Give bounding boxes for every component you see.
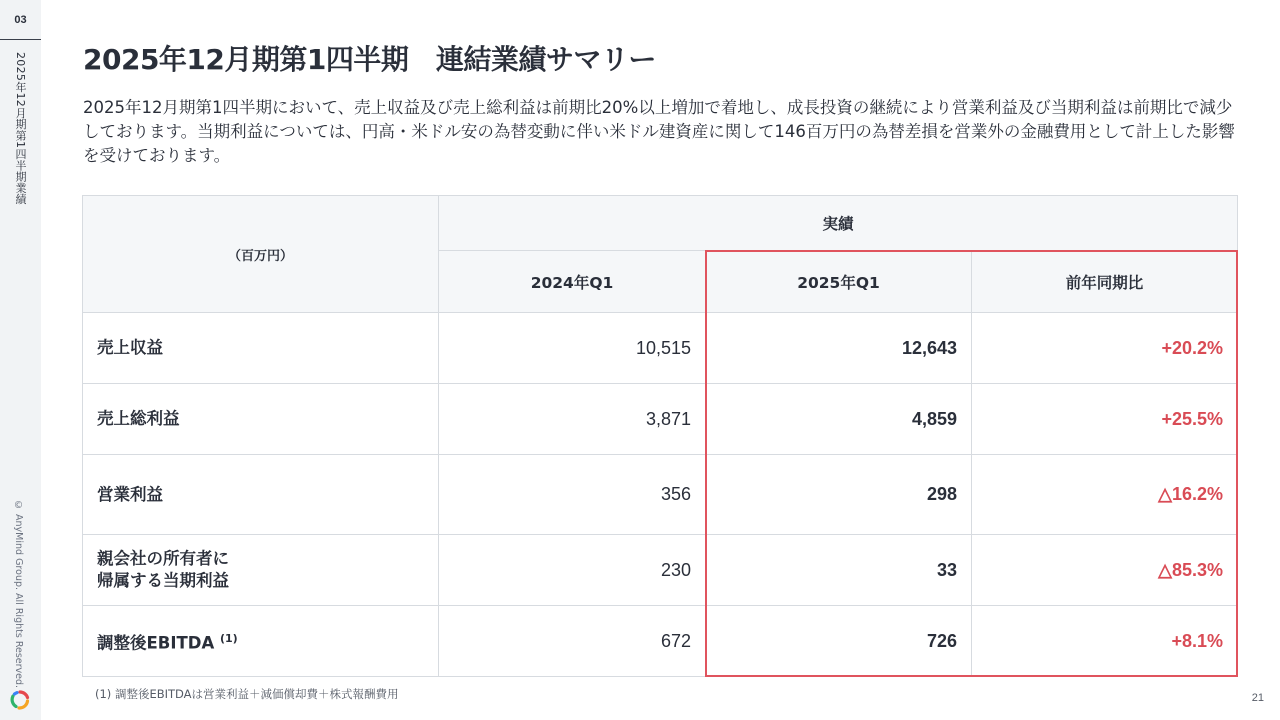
page-number: 21 bbox=[1251, 692, 1264, 704]
results-table bbox=[82, 195, 1238, 677]
value-yoy: +25.5% bbox=[972, 384, 1238, 455]
page-title: 2025年12月期第1四半期 連結業績サマリー bbox=[83, 43, 656, 76]
row-label: 営業利益 bbox=[83, 455, 439, 535]
summary-paragraph: 2025年12月期第1四半期において、売上収益及び売上総利益は前期比20%以上増加で着地し、成長投資の継続により営業利益及び当期利益は前期比で減少しております。当期利益については、円高・米ドル安の為替変動に伴い米ドル建資産に関して146百万円の為替差損を営業外の金融費用として計上した影響を受けております。 bbox=[83, 98, 1235, 165]
col-header-curr: 2025年Q1 bbox=[706, 251, 972, 313]
value-yoy: △16.2% bbox=[972, 455, 1238, 535]
value-curr: 12,643 bbox=[706, 313, 972, 384]
value-curr: 4,859 bbox=[706, 384, 972, 455]
table-row bbox=[83, 384, 1238, 455]
value-curr: 298 bbox=[706, 455, 972, 535]
sidebar bbox=[0, 0, 41, 720]
row-label: 調整後EBITDA bbox=[97, 633, 215, 653]
anymind-logo-icon bbox=[10, 690, 30, 710]
value-yoy: +20.2% bbox=[972, 313, 1238, 384]
value-curr: 726 bbox=[706, 606, 972, 677]
value-curr: 33 bbox=[706, 535, 972, 606]
col-header-prev: 2024年Q1 bbox=[439, 251, 706, 313]
value-prev: 3,871 bbox=[439, 384, 706, 455]
table-row bbox=[83, 313, 1238, 384]
value-prev: 230 bbox=[439, 535, 706, 606]
col-header-yoy: 前年同期比 bbox=[972, 251, 1238, 313]
table-row bbox=[83, 455, 1238, 535]
copyright: © AnyMind Group. All Rights Reserved. bbox=[13, 500, 24, 689]
row-label-cell bbox=[83, 606, 439, 677]
value-yoy: +8.1% bbox=[972, 606, 1238, 677]
value-prev: 10,515 bbox=[439, 313, 706, 384]
value-yoy: △85.3% bbox=[972, 535, 1238, 606]
section-number: 03 bbox=[0, 0, 41, 40]
row-label: 売上総利益 bbox=[83, 384, 439, 455]
group-header: 実績 bbox=[439, 196, 1238, 251]
value-prev: 672 bbox=[439, 606, 706, 677]
unit-label: （百万円） bbox=[83, 196, 439, 313]
row-label: 親会社の所有者に 帰属する当期利益 bbox=[83, 535, 439, 606]
table-row bbox=[83, 535, 1238, 606]
row-label: 売上収益 bbox=[83, 313, 439, 384]
footnote-marker: (1) bbox=[219, 631, 238, 645]
footnote: (1) 調整後EBITDAは営業利益＋減価償却費＋株式報酬費用 bbox=[95, 687, 399, 701]
value-prev: 356 bbox=[439, 455, 706, 535]
table-row bbox=[83, 606, 1238, 677]
section-title: 2025年12月期第1四半期業績 bbox=[14, 52, 27, 205]
